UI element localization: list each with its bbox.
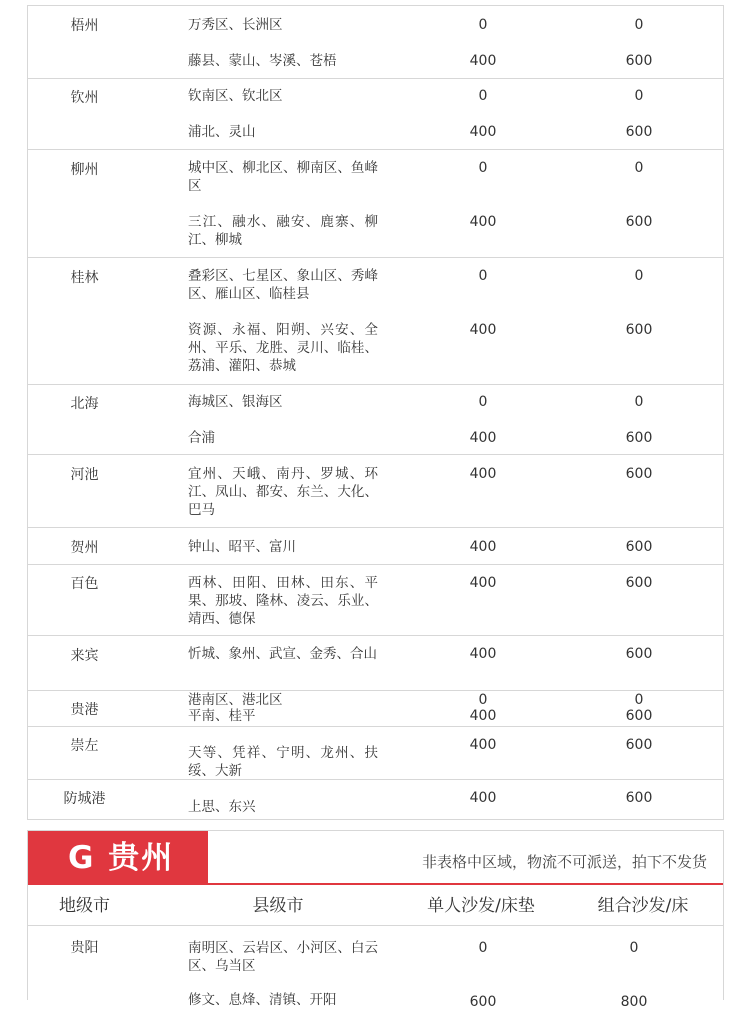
city-name: 梧州 — [70, 18, 99, 34]
city-name: 来宾 — [70, 648, 99, 664]
county-list: 海城区、银海区 — [188, 394, 283, 410]
combo-sofa-fee: 0 — [634, 160, 644, 176]
city-name: 百色 — [70, 576, 99, 592]
single-sofa-fee: 0 — [478, 88, 488, 104]
single-sofa-fee: 400 — [469, 466, 497, 482]
county-list: 叠彩区、七星区、象山区、秀峰区、雁山区、临桂县 — [188, 268, 378, 302]
province-badge: G 贵州 — [28, 831, 208, 885]
single-sofa-fee: 400 — [469, 53, 497, 69]
combo-sofa-fee: 600 — [625, 708, 653, 724]
header-combo-sofa: 组合沙发/床 — [597, 896, 689, 916]
province-banner — [28, 831, 723, 885]
single-sofa-fee: 400 — [469, 539, 497, 555]
single-sofa-fee: 0 — [478, 940, 488, 956]
single-sofa-fee: 0 — [478, 160, 488, 176]
city-group-liuzhou — [28, 150, 723, 258]
city-group-wuzhou — [28, 6, 723, 79]
city-name: 贵港 — [70, 702, 99, 718]
table-header — [28, 887, 723, 926]
combo-sofa-fee: 0 — [634, 268, 644, 284]
single-sofa-fee: 400 — [469, 790, 497, 806]
county-list: 浦北、灵山 — [188, 124, 256, 140]
combo-sofa-fee: 0 — [634, 88, 644, 104]
county-list: 天等、凭祥、宁明、龙州、扶绥、大新 — [188, 745, 378, 779]
city-group-guiyang — [28, 927, 723, 1010]
county-list: 忻城、象州、武宣、金秀、合山 — [188, 646, 377, 662]
city-group-fangchenggang — [28, 780, 723, 819]
county-list: 城中区、柳北区、柳南区、鱼峰区 — [188, 160, 378, 194]
county-list: 港南区、港北区 — [188, 692, 283, 708]
single-sofa-fee: 0 — [478, 692, 488, 708]
combo-sofa-fee: 600 — [625, 737, 653, 753]
combo-sofa-fee: 600 — [625, 214, 653, 230]
header-prefecture: 地级市 — [59, 896, 110, 916]
city-name: 钦州 — [70, 90, 99, 106]
county-list: 平南、桂平 — [188, 708, 256, 724]
single-sofa-fee: 400 — [469, 575, 497, 591]
single-sofa-fee: 0 — [478, 268, 488, 284]
combo-sofa-fee: 0 — [634, 394, 644, 410]
guangxi-shipping-table — [27, 5, 724, 820]
county-list: 南明区、云岩区、小河区、白云区、乌当区 — [188, 940, 378, 974]
combo-sofa-fee: 600 — [625, 430, 653, 446]
county-list: 上思、东兴 — [188, 799, 256, 815]
delivery-notice: 非表格中区域，物流不可派送，拍下不发货 — [421, 853, 707, 871]
city-name: 贵阳 — [70, 940, 99, 956]
city-group-chongzuo — [28, 727, 723, 780]
single-sofa-fee: 400 — [469, 708, 497, 724]
county-list: 西林、田阳、田林、田东、平果、那坡、隆林、凌云、乐业、靖西、德保 — [188, 575, 378, 627]
county-list: 万秀区、长洲区 — [188, 17, 283, 33]
county-list: 三江、融水、融安、鹿寨、柳江、柳城 — [188, 214, 378, 248]
combo-sofa-fee: 600 — [625, 539, 653, 555]
city-name: 北海 — [70, 396, 99, 412]
city-group-guilin — [28, 258, 723, 385]
header-county: 县级市 — [252, 896, 304, 916]
combo-sofa-fee: 600 — [625, 322, 653, 338]
combo-sofa-fee: 600 — [625, 466, 653, 482]
combo-sofa-fee: 600 — [625, 53, 653, 69]
county-list: 藤县、蒙山、岑溪、苍梧 — [188, 53, 337, 69]
combo-sofa-fee: 600 — [625, 790, 653, 806]
single-sofa-fee: 0 — [478, 17, 488, 33]
county-list: 钦南区、钦北区 — [188, 88, 283, 104]
city-name: 桂林 — [70, 270, 99, 286]
single-sofa-fee: 400 — [469, 124, 497, 140]
combo-sofa-fee: 0 — [634, 692, 644, 708]
county-list: 修文、息烽、清镇、开阳 — [188, 992, 337, 1008]
guizhou-section — [27, 830, 724, 1010]
city-group-qinzhou — [28, 79, 723, 150]
city-group-laibin — [28, 636, 723, 691]
city-group-guigang — [28, 691, 723, 727]
single-sofa-fee: 400 — [469, 322, 497, 338]
city-name: 贺州 — [70, 540, 99, 556]
single-sofa-fee: 400 — [469, 214, 497, 230]
single-sofa-fee: 400 — [469, 430, 497, 446]
county-list: 钟山、昭平、富川 — [188, 539, 296, 555]
single-sofa-fee: 600 — [469, 994, 497, 1010]
city-group-hezhou — [28, 528, 723, 565]
single-sofa-fee: 0 — [478, 394, 488, 410]
combo-sofa-fee: 600 — [625, 124, 653, 140]
city-name: 防城港 — [63, 791, 106, 807]
combo-sofa-fee: 600 — [625, 646, 653, 662]
county-list: 宜州、天峨、南丹、罗城、环江、凤山、都安、东兰、大化、巴马 — [188, 466, 378, 518]
city-name: 崇左 — [70, 738, 99, 754]
county-list: 资源、永福、阳朔、兴安、全州、平乐、龙胜、灵川、临桂、荔浦、灌阳、恭城 — [188, 322, 378, 374]
city-group-beihai — [28, 385, 723, 455]
city-group-hechi — [28, 455, 723, 528]
combo-sofa-fee: 0 — [629, 940, 639, 956]
combo-sofa-fee: 600 — [625, 575, 653, 591]
city-name: 河池 — [70, 467, 99, 483]
city-name: 柳州 — [70, 162, 99, 178]
city-group-baise — [28, 565, 723, 636]
header-single-sofa: 单人沙发/床垫 — [427, 896, 535, 916]
county-list: 合浦 — [188, 430, 215, 446]
combo-sofa-fee: 0 — [634, 17, 644, 33]
single-sofa-fee: 400 — [469, 646, 497, 662]
combo-sofa-fee: 800 — [620, 994, 648, 1010]
single-sofa-fee: 400 — [469, 737, 497, 753]
